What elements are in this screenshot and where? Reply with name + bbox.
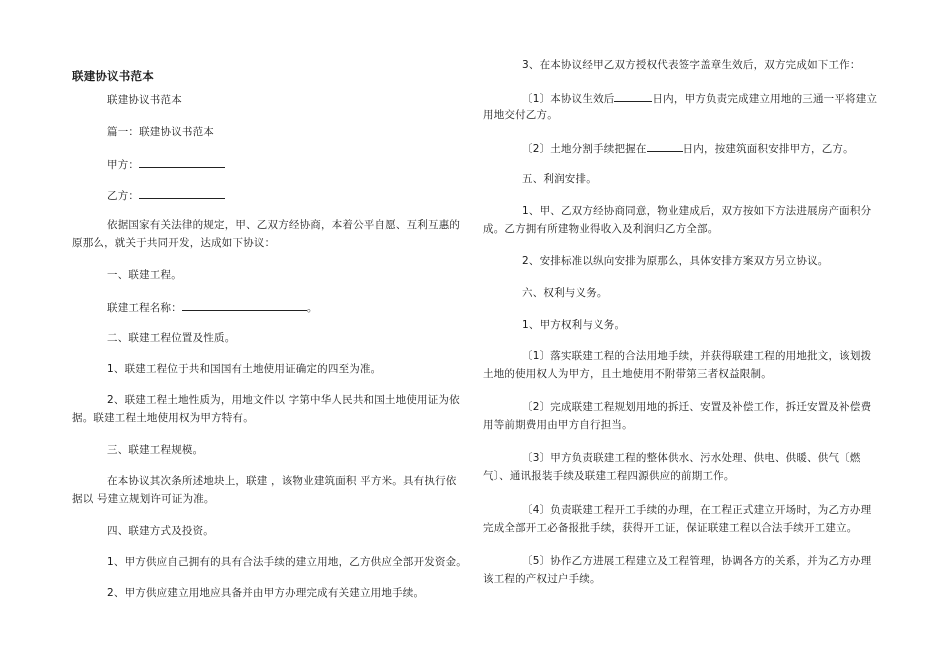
section-6-heading: 六、权利与义务。 [522, 287, 608, 299]
intro-line-1: 依据国家有关法律的规定，甲、乙双方经协商，本着公平自愿、互利互惠的 [107, 219, 461, 231]
duty-1-line-2: 土地的使用权人为甲方，且土地使用不附带第三者权益限制。 [483, 368, 772, 380]
party-a-label: 甲方： [107, 159, 140, 171]
section-5-item-1-line-2: 成。乙方拥有所建物业得收入及利润归乙方全部。 [483, 223, 719, 235]
clause-3-1-post: 日内，甲方负责完成建立用地的三通一平将建立 [652, 93, 878, 105]
subtitle: 联建协议书范本 [107, 94, 182, 106]
clause-3: 3、在本协议经甲乙双方授权代表签字盖章生效后，双方完成如下工作： [522, 59, 861, 71]
intro-line-2: 原那么，就关于共同开发，达成如下协议： [72, 237, 276, 249]
party-a-line [107, 156, 225, 172]
duty-5-line-1: 〔5〕协作乙方进展工程建立及工程管理，协调各方的关系，并为乙方办理 [522, 555, 872, 567]
section-2-item-2-line-2: 据。联建工程土地使用权为甲方特有。 [72, 412, 254, 424]
party-b-blank [139, 187, 225, 199]
clause-3-1-line-1 [522, 90, 877, 106]
project-name-label: 联建工程名称： [107, 302, 182, 314]
section-4-item-1: 1、甲方供应自己拥有的具有合法手续的建立用地，乙方供应全部开发资金。 [107, 556, 467, 568]
duty-4-line-2: 完成全部开工必备报批手续，获得开工证，保证联建工程以合法手续开工建立。 [483, 522, 858, 534]
duty-2-line-1: 〔2〕完成联建工程规划用地的拆迁、安置及补偿工作，拆迁安置及补偿费 [522, 401, 872, 413]
section-3-line-1: 在本协议其次条所述地块上，联建 ，该物业建筑面积 平方米。具有执行依 [107, 475, 457, 487]
section-6-item-1: 1、甲方权利与义务。 [522, 319, 626, 331]
duty-5-line-2: 该工程的产权过户手续。 [483, 573, 601, 585]
section-3-heading: 三、联建工程规模。 [107, 444, 204, 456]
project-name-line [107, 299, 318, 315]
days-blank-1 [614, 90, 652, 102]
section-1-heading: 一、联建工程。 [107, 269, 182, 281]
clause-3-1-pre: 〔1〕本协议生效后 [522, 93, 615, 105]
section-5-heading: 五、利润安排。 [522, 173, 597, 185]
section-5-item-2: 2、安排标准以纵向安排为原那么，具体安排方案双方另立协议。 [522, 255, 829, 267]
duty-2-line-2: 用等前期费用由甲方自行担当。 [483, 419, 633, 431]
party-b-label: 乙方： [107, 190, 140, 202]
party-a-blank [139, 156, 225, 168]
section-2-heading: 二、联建工程位置及性质。 [107, 332, 236, 344]
part-heading: 篇一：联建协议书范本 [107, 126, 214, 138]
clause-3-1-line-2: 用地交付乙方。 [483, 109, 558, 121]
project-name-end: 。 [306, 302, 318, 314]
duty-3-line-2: 气〕、通讯报装手续及联建工程四源供应的前期工作。 [483, 470, 735, 482]
section-2-item-1: 1、联建工程位于共和国国有土地使用证确定的四至为准。 [107, 363, 382, 375]
clause-3-2-pre: 〔2〕土地分割手续把握在 [522, 143, 647, 155]
project-name-blank [182, 299, 307, 311]
duty-3-line-1: 〔3〕甲方负责联建工程的整体供水、污水处理、供电、供暖、供气〔燃 [522, 452, 861, 464]
document-title: 联建协议书范本 [72, 69, 154, 83]
section-3-line-2: 据以 号建立规划许可证为准。 [72, 493, 215, 505]
duty-1-line-1: 〔1〕落实联建工程的合法用地手续，并获得联建工程的用地批文，该划拨 [522, 350, 872, 362]
section-4-heading: 四、联建方式及投资。 [107, 525, 214, 537]
section-4-item-2: 2、甲方供应建立用地应具备并由甲方办理完成有关建立用地手续。 [107, 587, 425, 599]
clause-3-2-post: 日内，按建筑面积安排甲方，乙方。 [682, 143, 854, 155]
clause-3-2 [522, 140, 854, 156]
days-blank-2 [647, 140, 683, 152]
section-5-item-1-line-1: 1、甲、乙双方经协商同意，物业建成后，双方按如下方法进展房产面积分 [522, 205, 872, 217]
duty-4-line-1: 〔4〕负责联建工程开工手续的办理，在工程正式建立开场时，为乙方办理 [522, 504, 872, 516]
section-2-item-2-line-1: 2、联建工程土地性质为，用地文件以 字第中华人民共和国土地使用证为依 [107, 394, 460, 406]
party-b-line [107, 187, 225, 203]
